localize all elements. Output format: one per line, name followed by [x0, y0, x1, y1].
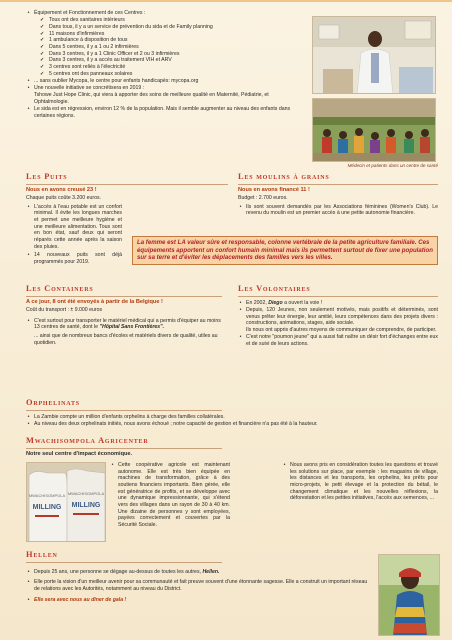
bullet-icon: •	[27, 579, 30, 586]
bullet-icon: •	[27, 78, 30, 85]
bullet-icon: •	[27, 85, 30, 92]
list-item	[26, 10, 292, 17]
checklist-item	[40, 64, 292, 71]
checkmark-icon: ✓	[40, 63, 45, 70]
flour-bags-photo	[26, 462, 106, 542]
volontaires-text	[246, 307, 438, 334]
list-item	[26, 78, 292, 85]
mwachi-section	[26, 436, 222, 458]
puits-text: L'accès à l'eau potable est un confort minimal. Il évite les longues marches et permet une meilleure hygiène et une meilleure alimentation. Tous sont en bon état, sauf deux qui seront réparés cette année après la saison des pluies.	[34, 203, 122, 250]
doctor-photo	[312, 16, 436, 94]
section-title: Les Puits	[26, 172, 228, 185]
checkmark-icon: ✓	[40, 23, 45, 30]
list-item	[26, 106, 292, 119]
bag-top-label: MWACHISOMPOLA	[28, 493, 66, 498]
bullet-icon: •	[239, 299, 242, 306]
list-item	[238, 334, 438, 347]
bag-label-right: MILLING	[71, 502, 101, 509]
checklist-item-text: 11 maisons d'infirmières	[49, 30, 105, 37]
checklist-item-text: 3 centres sont reliés à l'électricité	[49, 63, 126, 70]
photo-caption: Médecin et patients dans un centre de santé	[347, 163, 438, 168]
checklist-item	[40, 31, 292, 38]
checklist-item-text: Dans tous, il y a un service de prévention du sida et de Family planning	[49, 23, 213, 30]
orphelinats-failure-text: Au niveau des deux orphelinats initiés, nous avons échoué ; notre capacité de gestion et financière n'a pas été à la hauteur.	[34, 421, 318, 427]
mwachi-bullet-left	[110, 462, 230, 529]
checkmark-icon: ✓	[40, 70, 45, 77]
orphelinats-text: La Zambie compte un million d'enfants orphelins à charge des familles collatérales.	[34, 413, 225, 420]
mwachi-solutions-text: Nous avons pris en considération toutes les questions et trouvé les solutions sur place, par exemple : les magasins de village, les distances et les transports, les orphelins, les prêts pour micro-projets, le petit élevage et la protection du bétail, le changement climatique et les nouvelles réflexions, la déforestation et les petites initiatives, l'accès aux semences, ...	[290, 462, 438, 502]
bullet-icon: •	[27, 10, 30, 16]
volontaires-section	[238, 284, 438, 348]
bullet-icon: •	[27, 413, 30, 420]
section-title: Mwachisompola Agricenter	[26, 436, 222, 449]
hellen-intro-text: Depuis 25 ans, une personne se dégage au-dessus de toutes les autres,	[34, 568, 201, 575]
bullet-icon: •	[27, 105, 30, 112]
section-subtitle: Nous en avons creusé 23 !	[26, 186, 97, 193]
hellen-name: Hellen.	[202, 568, 220, 575]
checklist-item-text: 1 ambulance à disposition de tous	[49, 37, 128, 44]
hopital-name: "Hôpital Sans Frontières".	[99, 324, 165, 331]
mwachi-text: Cette coopérative agricole est maintenant autonome. Elle est très bien équipée en machines de transformation, grâce à des soutiens financiers importants. Bien gérée, elle est génératrice de profits, et se développe avec une dynamique impressionnante, qui s'étend vers des villages dans un rayon de 30 à 40 km. Une dizaine de personnes y sont employées, payées correctement et couvertes par la Sécurité Sociale.	[118, 462, 230, 528]
list-item	[26, 252, 122, 265]
checkmark-icon: ✓	[40, 43, 45, 50]
bullet-icon: •	[239, 334, 242, 341]
initiative-label: Une nouvelle initiative se concrétisera en 2019 :	[34, 85, 145, 92]
list-item	[26, 579, 372, 592]
checklist-item	[40, 37, 292, 44]
orphelinats-section	[26, 398, 438, 428]
flour-bags-illustration	[27, 463, 106, 542]
list-item	[26, 597, 372, 604]
initiative-text	[34, 85, 292, 105]
section-title: Les Volontaires	[238, 284, 438, 297]
volontaires-line: Depuis, 120 Jeunes, non seulement motivés, mais positifs et déterminés, sont venus prêter leur énergie, leur amitié, leurs compétences dans des projets divers : constructions, animations, stages, aide sociale.	[246, 307, 438, 327]
checklist	[26, 17, 292, 77]
list-item	[282, 462, 438, 502]
checklist-item	[40, 24, 292, 31]
list-item	[238, 204, 438, 217]
section-subtitle: Nous en avons financé 11 !	[238, 186, 310, 193]
puits-plan-text: 14 nouveaux puits sont déjà programmés pour 2019.	[34, 252, 122, 265]
list-item	[26, 85, 292, 105]
containers-more-text: ... ainsi que de nombreux bancs d'écoles et matériels divers de qualité, utiles au quotidien.	[34, 332, 218, 346]
centres-block	[26, 10, 292, 120]
hellen-vision-text: Elle porte la vision d'un meilleur avenir pour sa communauté et fait preuve souvent d'une étonnante sagesse. Elle a construit un important réseau de relations avec les Autorités, notamment au niveau du District.	[34, 579, 368, 593]
list-item	[26, 414, 438, 421]
checklist-item	[40, 51, 292, 58]
hellen-section	[26, 550, 372, 604]
bullet-icon: •	[239, 307, 242, 313]
bullet-icon: •	[111, 462, 114, 468]
moulins-cost: Budget : 2.700 euros.	[238, 194, 288, 201]
bullet-icon: •	[27, 317, 30, 324]
section-title: Les Containers	[26, 284, 222, 297]
diego-name: Diego	[268, 299, 283, 306]
mwachi-bullet-right	[282, 462, 438, 503]
patients-illustration	[313, 99, 436, 162]
containers-text	[34, 318, 222, 331]
mycopa-text: ... sans oublier Mycopa, le centre pour enfants handicapés: mycopa.org	[34, 78, 199, 85]
checkmark-icon: ✓	[40, 37, 45, 44]
checkmark-icon: ✓	[40, 30, 45, 37]
bullet-icon: •	[239, 203, 242, 210]
list-item	[110, 462, 230, 529]
containers-line: C'est surtout pour transporter le matériel médical qui a permis d'équiper au moins 13 centres de santé, dont le	[34, 317, 221, 331]
bullet-icon: •	[27, 252, 30, 259]
checklist-item-text: Tous ont des sanitaires intérieurs	[49, 17, 125, 24]
intro-prefix: En 2002,	[246, 299, 267, 306]
list-item	[26, 421, 438, 428]
containers-section	[26, 284, 222, 346]
checklist-item	[40, 57, 292, 64]
moulins-section	[238, 172, 438, 217]
list-item	[238, 300, 438, 307]
bullet-icon: •	[27, 568, 30, 575]
bag-top-label-2: MWACHISOMPOLA	[67, 491, 105, 496]
list-item	[26, 204, 122, 251]
tshowa-line: Tshowe Just Hope Clinic, qui viera à apporter des soins de meilleure qualité en Maternité, Pédiatrie, et Ophtalmologie.	[34, 92, 269, 105]
volontaires-line-2: Ils nous ont appris d'autres moyens de communiquer de comprendre, de participer.	[246, 326, 437, 333]
callout-box: La femme est LA valeur sûre et responsable, colonne vertébrale de la petite agriculture familiale. Ces équipements apportent un confort humain minimal mais ils permettent surtout de fixer une population sur sa terre et d'éviter les déplacements des familles vers les villes.	[132, 236, 438, 265]
bullet-icon: •	[27, 421, 30, 427]
checklist-item	[40, 44, 292, 51]
list-item	[26, 569, 372, 576]
checklist-item-text: Dans 3 centres, il y a 1 Clinic Officer et 2 ou 3 infirmières	[49, 50, 180, 57]
checkmark-icon: ✓	[40, 50, 45, 57]
intro-bullet-text: Équipement et Fonctionnement de ces Centres :	[34, 10, 146, 16]
containers-cost: Coût du transport : ± 9.000 euros	[26, 306, 103, 313]
checklist-item-text: 5 centres ont des panneaux solaires	[49, 70, 133, 77]
sida-text: Le sida est en régression, environ 12 % de la population. Mais il semble augmenter au niveau des enfants dans certaines régions.	[34, 105, 291, 119]
bullet-icon: •	[27, 203, 30, 210]
hellen-gala-text: Elle sera avec nous au dîner de gala !	[34, 596, 127, 603]
moulins-text: Ils sont souvent demandés par les Associations féminines (Women's Club). Le revenu du moulin est un premier accès à une petite autonomie financière.	[246, 203, 438, 217]
puits-cost: Chaque puits coûte 3.200 euros.	[26, 194, 101, 201]
checklist-item-text: Dans 3 centres, il y a accès au traitement VIH et ARV	[49, 57, 172, 64]
section-subtitle: A ce jour, 8 ont été envoyés à partir de la Belgique !	[26, 298, 163, 305]
section-subtitle: Notre seul centre d'impact économique.	[26, 450, 133, 457]
volontaires-intro	[246, 300, 322, 307]
intro-suffix: a ouvert la voie !	[284, 299, 323, 306]
checklist-item	[40, 71, 292, 78]
bullet-icon: •	[27, 596, 30, 603]
doctor-illustration	[313, 17, 436, 94]
patients-photo	[312, 98, 436, 162]
section-title: Orphelinats	[26, 398, 222, 411]
volontaires-poumon-text: C'est notre "poumon jeune" qui a aussi fait naître un désir fort d'échanges entre eux et de suivi de leurs actions.	[246, 334, 438, 347]
checkmark-icon: ✓	[40, 17, 45, 24]
list-item	[26, 318, 222, 331]
bullet-icon: •	[283, 462, 286, 468]
hellen-illustration	[379, 555, 440, 636]
checklist-item	[40, 17, 292, 24]
section-title: Les moulins à grains	[238, 172, 438, 185]
hellen-intro	[34, 569, 219, 576]
hellen-photo	[378, 554, 440, 636]
checklist-item-text: Dans 5 centres, il y a 1 ou 2 infirmières	[49, 43, 139, 50]
checkmark-icon: ✓	[40, 57, 45, 64]
list-item	[238, 307, 438, 334]
section-title: Hellen	[26, 550, 222, 563]
bag-label-left: MILLING	[32, 504, 62, 511]
